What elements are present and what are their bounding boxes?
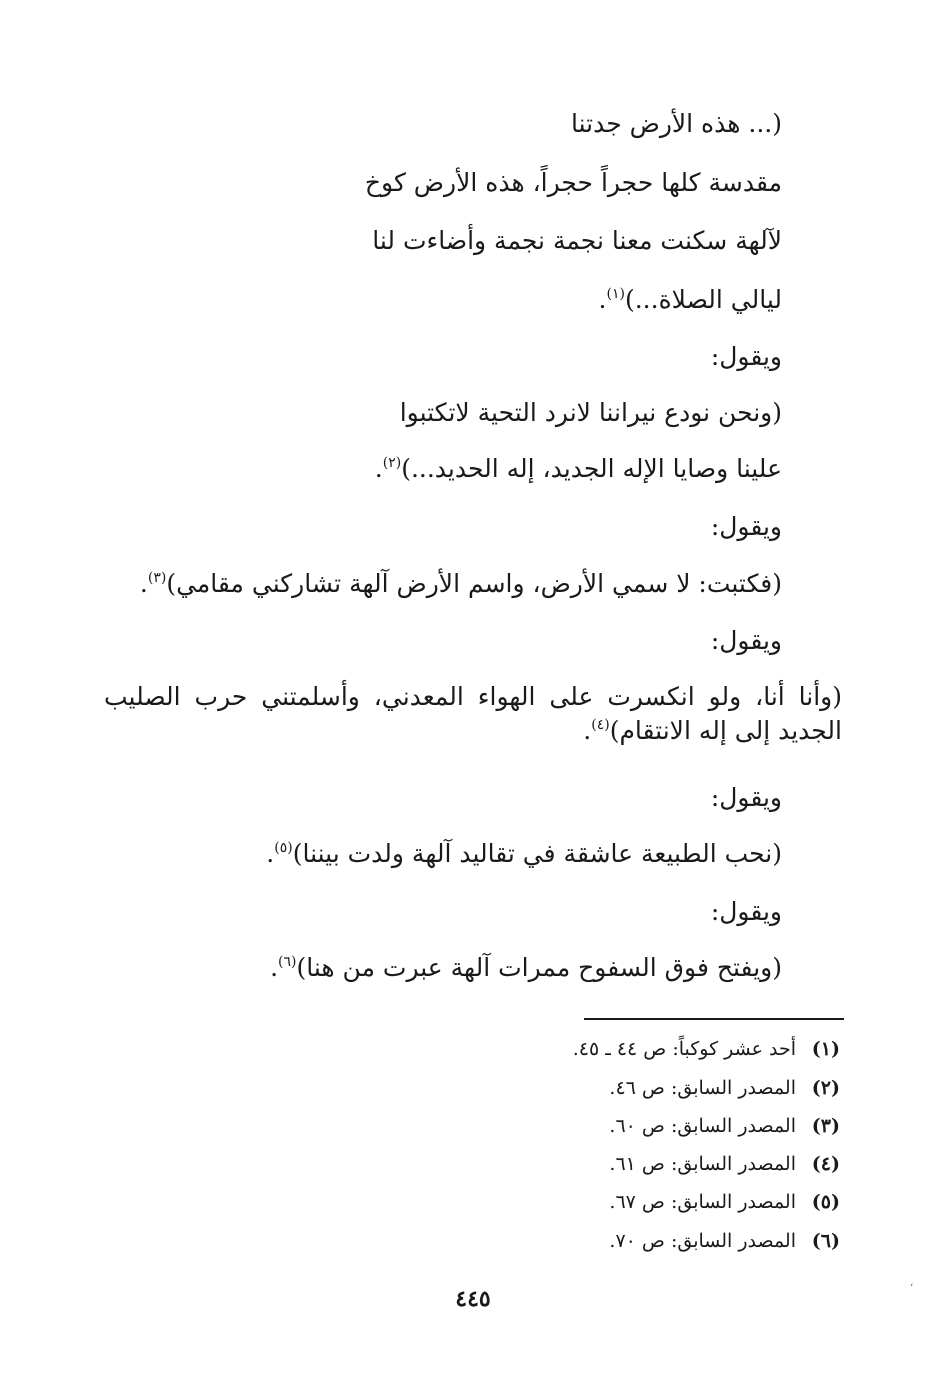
poem-line-4: ليالي الصلاة...)$^{(١)}$.: [598, 285, 782, 314]
footnote-number: (٥): [811, 1191, 840, 1213]
footnote-ref-4: (٤): [591, 717, 610, 733]
footnote-5: [609, 1189, 840, 1215]
says-label-3: ويقول:: [710, 626, 782, 655]
page-number: ٤٤٥: [455, 1286, 491, 1312]
poem-line-2: مقدسة كلها حجراً حجراً، هذه الأرض كوخ: [364, 168, 782, 197]
footnote-2: [609, 1075, 840, 1101]
footnote-text: المصدر السابق: ص ٦٧.: [609, 1191, 796, 1213]
footnote-ref-5: (٥): [274, 840, 293, 856]
footnote-text: المصدر السابق: ص ٦٠.: [609, 1115, 796, 1137]
footnote-text: المصدر السابق: ص ٧٠.: [609, 1230, 796, 1252]
footnote-text: أحد عشر كوكباً: ص ٤٤ ـ ٤٥.: [572, 1038, 796, 1060]
poem-paragraph-8: (وأنا أنا، ولو انكسرت على الهواء المعدني، وأسلمتني حرب الصليب الجديد إلى إله الانتقام)$^{(٤)}$.: [104, 682, 842, 745]
footnote-6: [609, 1228, 840, 1254]
footnote-4: [609, 1151, 840, 1177]
says-label-2: ويقول:: [710, 512, 782, 541]
footnote-number: (٢): [811, 1077, 840, 1099]
poem-line-5: (ونحن نودع نيراننا لانرد التحية لاتكتبوا: [399, 398, 782, 427]
says-label-5: ويقول:: [710, 897, 782, 926]
poem-line-1: (... هذه الأرض جدتنا: [570, 109, 782, 138]
margin-mark: ،: [910, 1278, 914, 1289]
footnote-number: (١): [811, 1038, 840, 1060]
footnote-ref-1: (١): [606, 286, 625, 302]
footnote-1: [573, 1036, 840, 1062]
footnote-number: (٣): [811, 1115, 840, 1137]
footnote-ref-2: (٢): [382, 455, 402, 471]
poem-line-9: (نحب الطبيعة عاشقة في تقاليد آلهة ولدت بيننا)$^{(٥)}$.: [266, 839, 782, 868]
footnote-ref-6: (٦): [278, 954, 297, 970]
footnote-separator: [584, 1018, 844, 1020]
footnote-text: المصدر السابق: ص ٦١.: [609, 1153, 796, 1175]
says-label-1: ويقول:: [710, 342, 782, 371]
poem-line-6: علينا وصايا الإله الجديد، إله الحديد...)$^{(٢)}$.: [374, 454, 782, 483]
poem-line-3: لآلهة سكنت معنا نجمة نجمة وأضاءت لنا: [372, 226, 782, 255]
footnote-number: (٤): [811, 1153, 840, 1175]
says-label-4: ويقول:: [710, 783, 782, 812]
footnote-3: [609, 1113, 840, 1139]
poem-line-7: (فكتبت: لا سمي الأرض، واسم الأرض آلهة تشاركني مقامي)$^{(٣)}$.: [139, 569, 782, 598]
poem-line-10: (ويفتح فوق السفوح ممرات آلهة عبرت من هنا)$^{(٦)}$.: [270, 953, 782, 982]
footnote-ref-3: (٣): [147, 570, 167, 586]
footnote-text: المصدر السابق: ص ٤٦.: [609, 1077, 796, 1099]
footnote-number: (٦): [811, 1230, 840, 1252]
